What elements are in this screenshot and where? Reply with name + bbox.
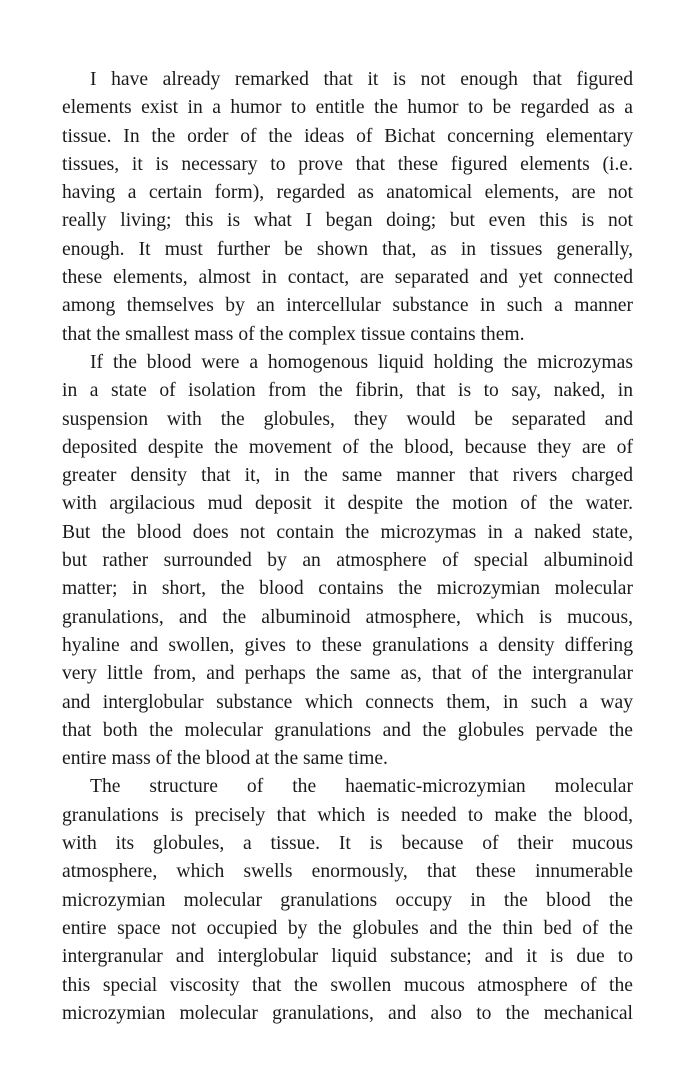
paragraph-1-line: having a certain form), regarded as anatomical elements, are not (62, 182, 633, 204)
document-page (62, 66, 633, 1028)
paragraph-3-line: intergranular and interglobular liquid substance; and it is due to (62, 946, 633, 968)
paragraph-3-line: microzymian molecular granulations, and also to the mechanical (62, 1002, 633, 1024)
paragraph-2-line: If the blood were a homogenous liquid holding the microzymas (90, 351, 633, 373)
paragraph-1-line: tissues, it is necessary to prove that these figured elements (i.e. (62, 153, 633, 175)
paragraph-2-line: greater density that it, in the same manner that rivers charged (62, 465, 633, 487)
paragraph-2-line: and interglobular substance which connects them, in such a way (62, 691, 633, 713)
paragraph-1-line: tissue. In the order of the ideas of Bichat concerning elementary (62, 125, 633, 147)
paragraph-2-line: that both the molecular granulations and the globules pervade the (62, 719, 633, 741)
paragraph-3-line: entire space not occupied by the globules and the thin bed of the (62, 917, 633, 939)
paragraph-2-line: in a state of isolation from the fibrin, that is to say, naked, in (62, 380, 633, 402)
paragraph-1-line: that the smallest mass of the complex tissue contains them. (62, 323, 525, 345)
paragraph-2-line: very little from, and perhaps the same as, that of the intergranular (62, 663, 633, 685)
paragraph-2-line: with argilacious mud deposit it despite the motion of the water. (62, 493, 633, 515)
paragraph-2-line: entire mass of the blood at the same time. (62, 748, 388, 770)
paragraph-2-line: suspension with the globules, they would be separated and (62, 408, 633, 430)
paragraph-3-line: atmosphere, which swells enormously, that these innumerable (62, 861, 633, 883)
paragraph-1-line: among themselves by an intercellular substance in such a manner (62, 295, 633, 317)
paragraph-3-line: The structure of the haematic-microzymian molecular (90, 776, 633, 798)
paragraph-1-line: enough. It must further be shown that, as in tissues generally, (62, 238, 633, 260)
paragraph-2-line: but rather surrounded by an atmosphere of special albuminoid (62, 550, 633, 572)
paragraph-1-line: really living; this is what I began doing; but even this is not (62, 210, 633, 232)
paragraph-1-line: I have already remarked that it is not enough that figured (90, 69, 633, 90)
paragraph-1-line: these elements, almost in contact, are separated and yet connected (62, 267, 633, 289)
paragraph-2-line: hyaline and swollen, gives to these granulations a density differing (62, 634, 633, 656)
paragraph-3-line: with its globules, a tissue. It is because of their mucous (62, 833, 633, 855)
paragraph-3-line: this special viscosity that the swollen mucous atmosphere of the (62, 974, 633, 996)
paragraph-2-line: deposited despite the movement of the blood, because they are of (62, 436, 633, 458)
paragraph-3-line: granulations is precisely that which is needed to make the blood, (62, 804, 633, 826)
paragraph-2-line: matter; in short, the blood contains the microzymian molecular (62, 578, 633, 600)
paragraph-1-line: elements exist in a humor to entitle the humor to be regarded as a (62, 97, 633, 119)
paragraph-2-line: But the blood does not contain the microzymas in a naked state, (62, 521, 633, 543)
paragraph-3-line: microzymian molecular granulations occupy in the blood the (62, 889, 633, 911)
paragraph-2-line: granulations, and the albuminoid atmosphere, which is mucous, (62, 606, 633, 628)
